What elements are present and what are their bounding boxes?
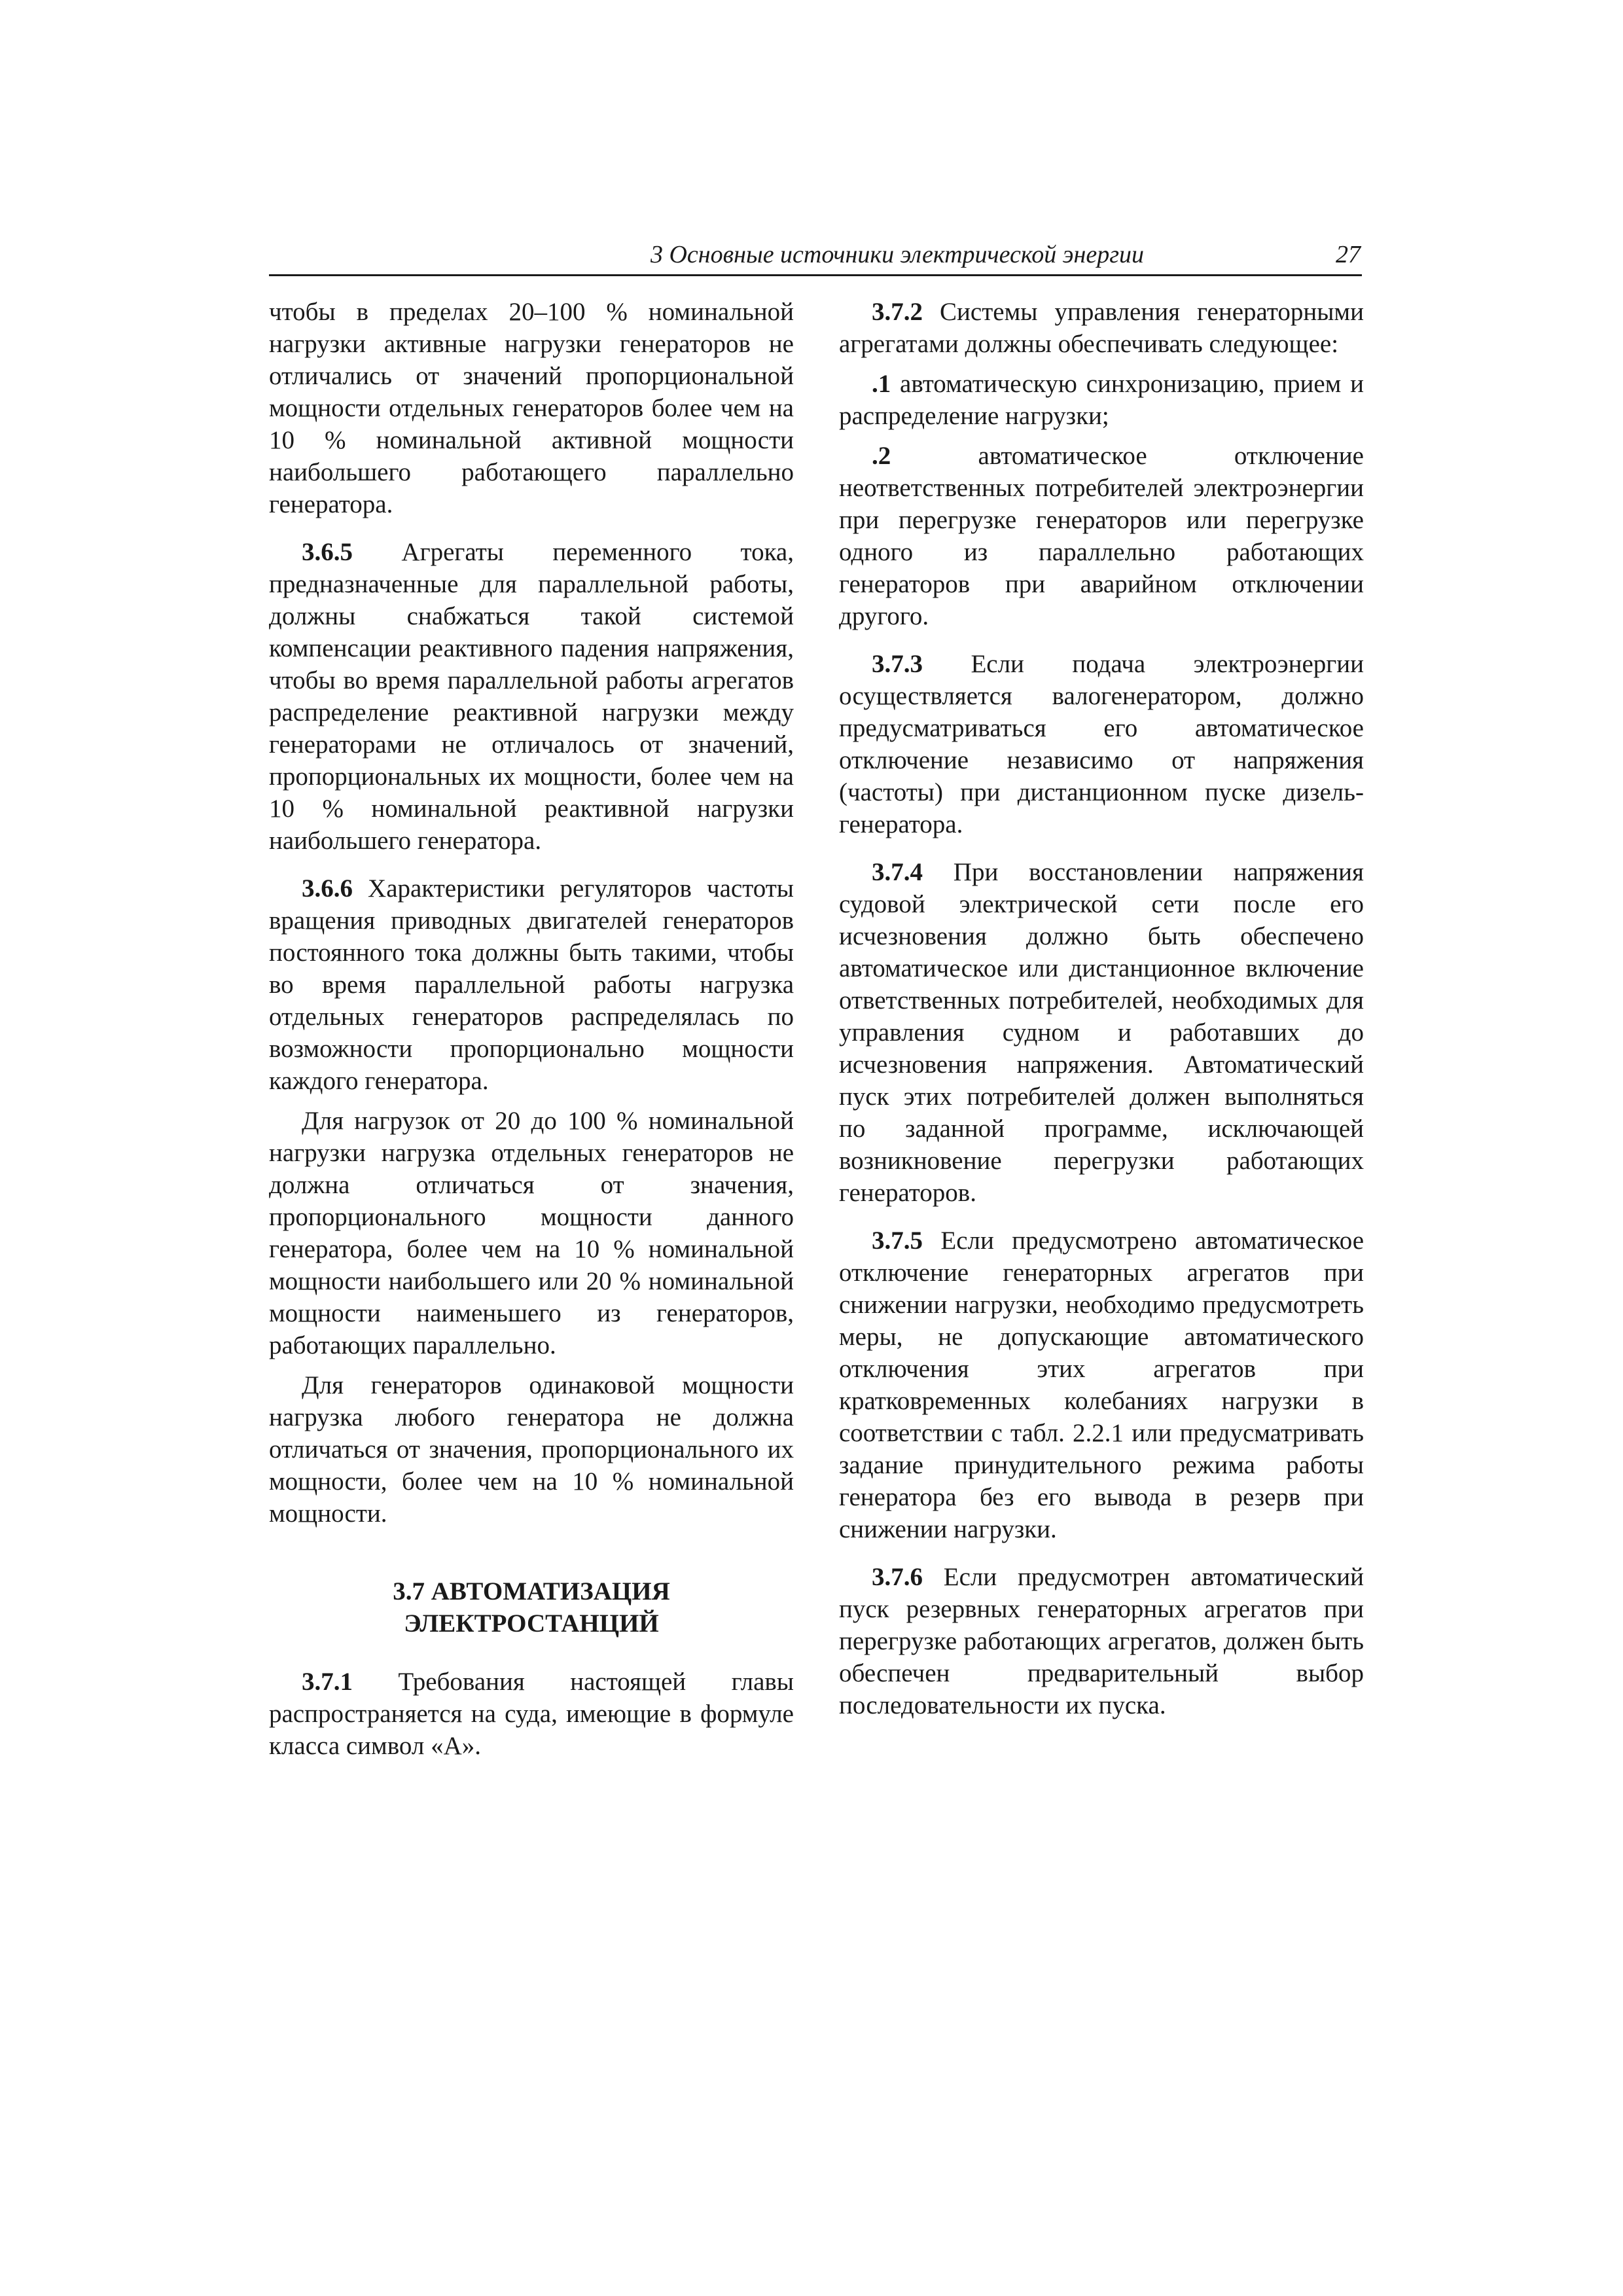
clause-text: Если предусмотрено автоматическое отключение генераторных агрегатов при снижении нагрузки, необходимо предусмотреть меры, не допускающие автоматического отключения этих агрегатов при кратковременных колебаниях нагрузки в соответствии с табл. 2.2.1 или предусматривать задание принудительного режима работы генератора без его вывода в резерв при снижении нагрузки. [839,1227,1364,1543]
running-header [269,238,1362,276]
clause-3-7-4 [839,856,1364,1209]
clause-text: При восстановлении напряжения судовой электрической сети после его исчезновения должно быть обеспечено автоматическое или дистанционное включение ответственных потребителей, необходимых для управления судном и работавших до исчезновения напряжения. Автоматический пуск этих потребителей должен выполняться по заданной программе, исключающей возникновение перегрузки работающих генераторов. [839,858,1364,1207]
clause-number: 3.7.1 [302,1668,353,1696]
page-number: 27 [1336,241,1361,268]
clause-number: 3.7.3 [872,650,923,678]
clause-number: 3.6.5 [302,538,353,566]
clause-3-7-1 [269,1666,794,1762]
list-item-2 [839,440,1364,632]
header-title: 3 Основные источники электрической энергии [650,241,1145,268]
clause-number: 3.6.6 [302,874,353,903]
clause-number: 3.7.5 [872,1227,923,1255]
clause-number: 3.7.6 [872,1563,923,1591]
clause-3-7-6 [839,1561,1364,1721]
clause-text: Системы управления генераторными агрегатами должны обеспечивать следующее: [839,298,1364,358]
clause-text: Если подача электроэнергии осуществляется валогенератором, должно предусматриваться его автоматическое отключение независимо от напряжения (частоты) при дистанционном пуске дизель-генератора. [839,650,1364,838]
section-heading [269,1575,794,1640]
clause-number: 3.7.2 [872,298,923,326]
right-column [839,296,1364,1737]
clause-3-7-5 [839,1225,1364,1545]
paragraph-loads: Для нагрузок от 20 до 100 % номинальной нагрузки нагрузка отдельных генераторов не должна отличаться от значения, пропорционального мощности данного генератора, более чем на 10 % номинальной мощности наибольшего или 20 % номинальной мощности наименьшего из генераторов, работающих параллельно. [269,1107,794,1359]
clause-text: Агрегаты переменного тока, предназначенные для параллельной работы, должны снабжаться такой системой компенсации реактивного падения напряжения, чтобы во время параллельной работы агрегатов распределение реактивной нагрузки между генераторами не отличалось от значений, пропорциональных их мощности, более чем на 10 % номинальной реактивной нагрузки наибольшего генератора. [269,538,794,855]
left-column [269,296,794,1778]
clause-3-7-2 [839,296,1364,360]
clause-3-6-6 [269,872,794,1097]
paragraph-equal-power: Для генераторов одинаковой мощности нагрузка любого генератора не должна отличаться от значения, пропорционального их мощности, более чем на 10 % номинальной мощности. [269,1371,794,1528]
clause-number: 3.7.4 [872,858,923,886]
item-number: .1 [872,370,891,398]
clause-3-7-3 [839,648,1364,840]
clause-text: Характеристики регуляторов частоты вращения приводных двигателей генераторов постоянного тока должны быть такими, чтобы во время параллельной работы нагрузка отдельных генераторов распределялась по возможности пропорционально мощности каждого генератора. [269,874,794,1095]
clause-text: Если предусмотрен автоматический пуск резервных генераторных агрегатов при перегрузке работающих агрегатов, должен быть обеспечен предварительный выбор последовательности их пуска. [839,1563,1364,1719]
item-text: автоматическую синхронизацию, прием и распределение нагрузки; [839,370,1364,430]
section-heading-line-2: ЭЛЕКТРОСТАНЦИЙ [404,1609,659,1638]
section-heading-line-1: 3.7 АВТОМАТИЗАЦИЯ [393,1577,670,1605]
clause-text: Требования настоящей главы распространяется на суда, имеющие в формуле класса символ «А». [269,1668,794,1760]
item-number: .2 [872,442,891,470]
item-text: автоматическое отключение неответственных потребителей электроэнергии при перегрузке генераторов или перегрузке одного из параллельно работающих генераторов при аварийном отключении другого. [839,442,1364,630]
clause-3-6-5 [269,536,794,857]
list-item-1 [839,368,1364,432]
paragraph-continuation: чтобы в пределах 20–100 % номинальной нагрузки активные нагрузки генераторов не отличались от значений пропорциональной мощности отдельных генераторов более чем на 10 % номинальной активной мощности наибольшего работающего параллельно генератора. [269,298,794,518]
